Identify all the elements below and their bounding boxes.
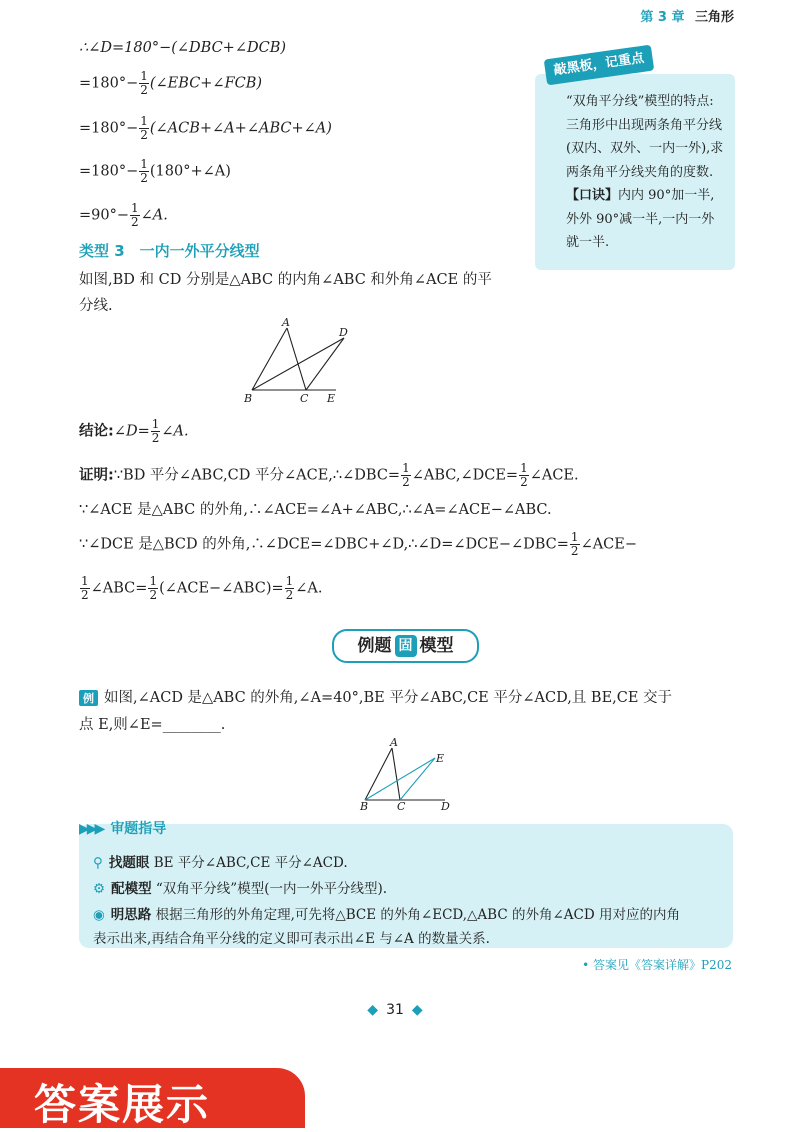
chapter-header (640, 6, 734, 30)
proof-line-5: =90°− $\frac{1}{2}$ ∠A. (79, 201, 168, 229)
note-tag: 敲黑板，记重点 (544, 45, 655, 86)
eye-icon: ◉ (93, 907, 105, 923)
segment-AC (287, 328, 306, 390)
proof-line-3: =180°− $\frac{1}{2}$ (∠ACB+∠A+∠ABC+∠A) (79, 114, 332, 142)
segment-CD (306, 338, 344, 390)
proof-p3: ∵∠DCE 是△BCD 的外角,∴∠DCE=∠DBC+∠D,∴∠D=∠DCE−∠DBC= $\frac{1}{2}$ ∠ACE− (79, 530, 638, 558)
type3-desc-2: 分线. (79, 298, 113, 314)
example-banner: 例题 固 模型 (332, 629, 479, 663)
chapter-number: 第 3 章 (640, 10, 685, 25)
label-D: D (339, 326, 348, 339)
proof-line-2: =180°− $\frac{1}{2}$ (∠EBC+∠FCB) (79, 69, 263, 97)
example-figure (355, 736, 460, 816)
proof-line-4: =180°− $\frac{1}{2}$ (180°+∠A) (79, 157, 231, 185)
type3-desc-1: 如图,BD 和 CD 分别是△ABC 的内角∠ABC 和外角∠ACE 的平 (79, 272, 492, 288)
label-A: A (282, 316, 290, 329)
note-text: “双角平分线”模型的特点:三角形中出现两条角平分线(双内、双外、一内一外),求两条角平分线夹角的度数. 【口诀】内内 90°加一半,外外 90°减一半,一内一外就一半. (566, 94, 724, 250)
segment-CE (400, 758, 435, 800)
answer-reference: • 答案见《答案详解》P202 (582, 958, 732, 972)
arrows-icon: ▶▶▶ (79, 821, 103, 837)
segment-AC (392, 748, 400, 800)
gear-icon: ⚙ (93, 881, 106, 897)
guide-title: ▶▶▶ 审题指导 (79, 821, 167, 837)
guide-row-find: ⚲ 找题眼 BE 平分∠ABC,CE 平分∠ACD. (93, 855, 348, 871)
label-C: C (300, 392, 309, 405)
proof-p1: 证明:∵BD 平分∠ABC,CD 平分∠ACE,∴∠DBC= $\frac{1}{2}$ ∠ABC,∠DCE= $\frac{1}{2}$ ∠ACE. (79, 461, 579, 489)
type3-figure (240, 316, 360, 408)
answer-blank: ________ (162, 717, 221, 733)
segment-BD (252, 338, 344, 390)
label-B: B (360, 800, 369, 813)
answer-display-banner: 答案展示 (0, 1068, 305, 1128)
magnifier-icon: ⚲ (93, 855, 103, 871)
example-text-2: 点 E,则∠E=________. (79, 717, 226, 733)
conclusion: 结论:∠D= $\frac{1}{2}$ ∠A. (79, 417, 189, 445)
proof-p4: $\frac{1}{2}$ ∠ABC= $\frac{1}{2}$ (∠ACE−∠ABC)= $\frac{1}{2}$ ∠A. (81, 574, 323, 602)
label-C: C (397, 800, 406, 813)
guide-row-model: ⚙ 配模型 “双角平分线”模型(一内一外平分线型). (93, 881, 388, 897)
proof-line-1: ∴∠D=180°−(∠DBC+∠DCB) (79, 40, 287, 56)
chapter-title: 三角形 (694, 10, 734, 25)
proof-p2: ∵∠ACE 是△ABC 的外角,∴∠ACE=∠A+∠ABC,∴∠A=∠ACE−∠ABC. (79, 502, 552, 518)
label-E: E (327, 392, 336, 405)
guide-row-think: ◉ 明思路 根据三角形的外角定理,可先将△BCE 的外角∠ECD,△ABC 的外角∠ACD 用对应的内角 (93, 907, 680, 923)
label-E: E (436, 752, 445, 765)
label-B: B (244, 392, 253, 405)
page-number: ◆ 31 ◆ (367, 1002, 423, 1018)
example-text-1: 例 如图,∠ACD 是△ABC 的外角,∠A=40°,BE 平分∠ABC,CE 平分∠ACD,且 BE,CE 交于 (79, 686, 672, 707)
type3-title: 类型 3 一内一外平分线型 (79, 242, 260, 260)
example-tag: 例 (79, 690, 98, 706)
guide-row-think-2: 表示出来,再结合角平分线的定义即可表示出∠E 与∠A 的数量关系. (93, 931, 490, 947)
label-D: D (441, 800, 450, 813)
label-A: A (390, 736, 398, 749)
